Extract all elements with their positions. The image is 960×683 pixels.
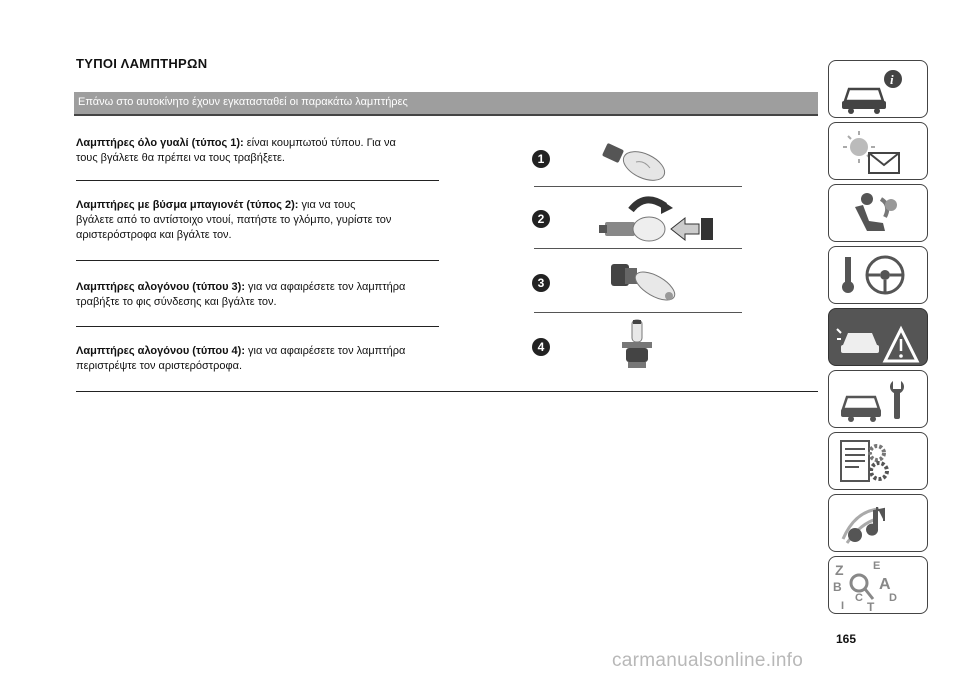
bulb-type-2-text-3: αριστερόστροφα και βγάλτε τον. [76,229,232,241]
halogen-bulb-type-4-icon [622,320,652,368]
bulb-type-3-text-2: τραβήξτε το φις σύνδεσης και βγάλτε τον. [76,296,277,308]
bulb-type-1-text-2: τους βγάλετε θα πρέπει να τους τραβήξετε. [76,152,285,164]
page-number: 165 [836,632,857,646]
halogen-bulb-type-3-icon [611,264,679,306]
svg-text:C: C [855,592,863,604]
svg-text:D: D [889,592,897,604]
bulb-type-4-text: για να αφαιρέσετε τον λαμπτήρα [245,345,406,357]
warning-lights-mail-icon [829,123,929,181]
key-steering-wheel-icon [829,247,929,305]
bulb-type-1-heading: Λαμπτήρες όλο γυαλί (τύπος 1): [76,137,244,149]
bulb-type-2-entry [76,198,446,243]
bulb-type-4-text-2: περιστρέψτε τον αριστερόστροφα. [76,360,243,372]
bulb-marker-1: 1 [532,150,550,168]
bulb-type-3-entry [76,280,446,310]
bulb-marker-4: 4 [532,338,550,356]
svg-text:T: T [867,600,875,614]
watermark: carmanualsonline.info [612,650,804,671]
section-bottom-rule [76,391,818,392]
sidebar-tab-multimedia[interactable] [828,494,928,552]
bulb-type-4-entry [76,344,446,374]
sidebar-tab-technical-data[interactable] [828,432,928,490]
car-wrench-icon [829,371,929,429]
bulb-type-1-text: είναι κουμπωτού τύπου. Για να [243,137,396,149]
entry-divider [76,326,439,327]
sidebar-tab-starting-driving[interactable] [828,246,928,304]
entry-divider [76,180,439,181]
bulb-marker-3: 3 [532,274,550,292]
svg-text:I: I [841,600,845,612]
bulb-type-3-heading: Λαμπτήρες αλογόνου (τύπου 3): [76,281,245,293]
svg-text:Z: Z [835,562,844,578]
sidebar-tab-car-info[interactable] [828,60,928,118]
svg-text:B: B [833,580,842,594]
bulb-types-figure [526,130,756,385]
bulb-type-3-text: για να αφαιρέσετε τον λαμπτήρα [245,281,406,293]
car-info-icon [829,61,929,119]
sidebar-tab-emergency[interactable] [828,308,928,366]
svg-text:A: A [879,576,891,593]
bulb-type-2-text: για να τους [298,199,356,211]
bayonet-bulb-icon [599,200,713,241]
entry-divider [76,260,439,261]
section-title: ΤΥΠΟΙ ΛΑΜΠΤΗΡΩΝ [76,56,208,71]
bulb-illustrations [526,130,756,385]
sidebar-tab-safety[interactable] [828,184,928,242]
bulb-marker-2: 2 [532,210,550,228]
svg-text:E: E [873,560,881,572]
sidebar-tab-index[interactable] [828,556,928,614]
bulb-type-2-text-2: βγάλετε από το αντίστοιχο ντουί, πατήστε το γλόμπο, γυρίστε τον [76,214,392,226]
specs-gear-icon [829,433,929,491]
section-band [74,92,818,116]
multimedia-icon [829,495,929,553]
section-band-text: Επάνω στο αυτοκίνητο έχουν εγκατασταθεί οι παρακάτω λαμπτήρες [78,96,408,108]
breakdown-warning-triangle-icon [829,309,929,367]
alphabetical-index-icon [829,557,929,615]
svg-text:i: i [890,72,894,87]
bulb-type-4-heading: Λαμπτήρες αλογόνου (τύπου 4): [76,345,245,357]
sidebar-tab-maintenance[interactable] [828,370,928,428]
bulb-type-1-entry [76,136,446,166]
glass-wedge-bulb-icon [602,143,669,186]
sidebar-tab-warning-lights[interactable] [828,122,928,180]
bulb-type-2-heading: Λαμπτήρες με βύσμα μπαγιονέτ (τύπος 2): [76,199,299,211]
seat-airbag-icon [829,185,929,243]
